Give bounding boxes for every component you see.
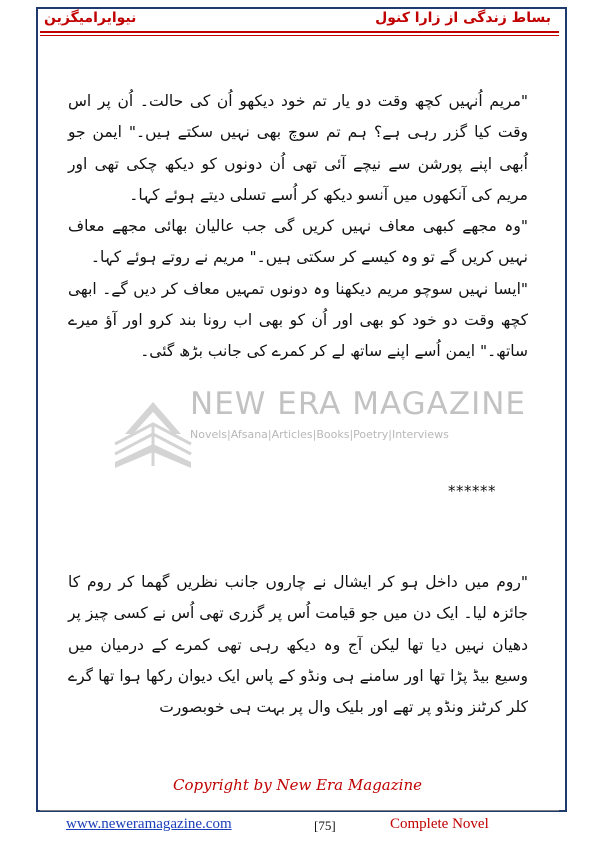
paragraph: "وہ مجھے کبھی معاف نہیں کریں گی جب عالیان بھائی مجھے معاف نہیں کریں گے تو وہ کیسے کر سکتی ہیں۔" مریم نے روتے ہوئے کہا۔	[68, 217, 528, 267]
section-separator: ******	[448, 482, 496, 500]
complete-novel-label: Complete Novel	[390, 816, 489, 832]
paragraph: "روم میں داخل ہو کر ایشال نے چاروں جانب نظریں گھما کر روم کا جائزہ لیا۔ ایک دن میں جو قیامت اُس پر گزری تھی اُس نے کسی چیز پر دھیان نہیں دیا تھا لیکن آج وہ دیکھ رہی تھی کمرے کے درمیان میں وسیع بیڈ پڑا تھا اور سامنے ہی ونڈو کے پاس ایک دیوان رکھا ہوا تھا گرے کلر کرٹنز ونڈو پر تھے اور بلیک وال پر بہت ہی خوبصورت	[68, 573, 528, 717]
footer-divider	[40, 810, 559, 811]
novel-text-section-2	[68, 567, 528, 723]
watermark-title: NEW ERA MAGAZINE	[190, 386, 527, 422]
website-link[interactable]: www.neweramagazine.com	[66, 816, 232, 832]
copyright-notice: Copyright by New Era Magazine	[173, 776, 422, 794]
paragraph: "ایسا نہیں سوچو مریم دیکھنا وہ دونوں تمہیں معاف کر دیں گے۔ ابھی کچھ وقت دو خود کو بھی اور اُن کو بھی اب رونا بند کرو اور آؤ میرے ساتھ۔" ایمن اُسے اپنے ساتھ لے کر کمرے کی جانب بڑھ گئی۔	[68, 279, 528, 361]
header-divider-thin	[40, 35, 559, 36]
paragraph: "مریم اُنہیں کچھ وقت دو یار تم خود دیکھو اُن کی حالت۔ اُن پر اس وقت کیا گزر رہی ہے؟ ہم تم سوچ بھی نہیں سکتے ہیں۔" ایمن جو اُبھی اپنے پورشن سے نیچے آئی تھی اُن دونوں کو دیکھ چکی تھی اور مریم کی آنکھوں میں آنسو دیکھ کر اُسے تسلی دیتے ہوئے کہا۔	[68, 92, 528, 204]
novel-title-header: بساط زندگی از زارا کنول	[375, 10, 551, 26]
header-divider	[40, 31, 559, 33]
page-number: [75]	[314, 818, 336, 833]
novel-text-section-1	[68, 86, 528, 368]
magazine-name-header: نیوایرامیگزین	[44, 10, 137, 26]
watermark-subtitle: Novels|Afsana|Articles|Books|Poetry|Interviews	[190, 428, 449, 441]
